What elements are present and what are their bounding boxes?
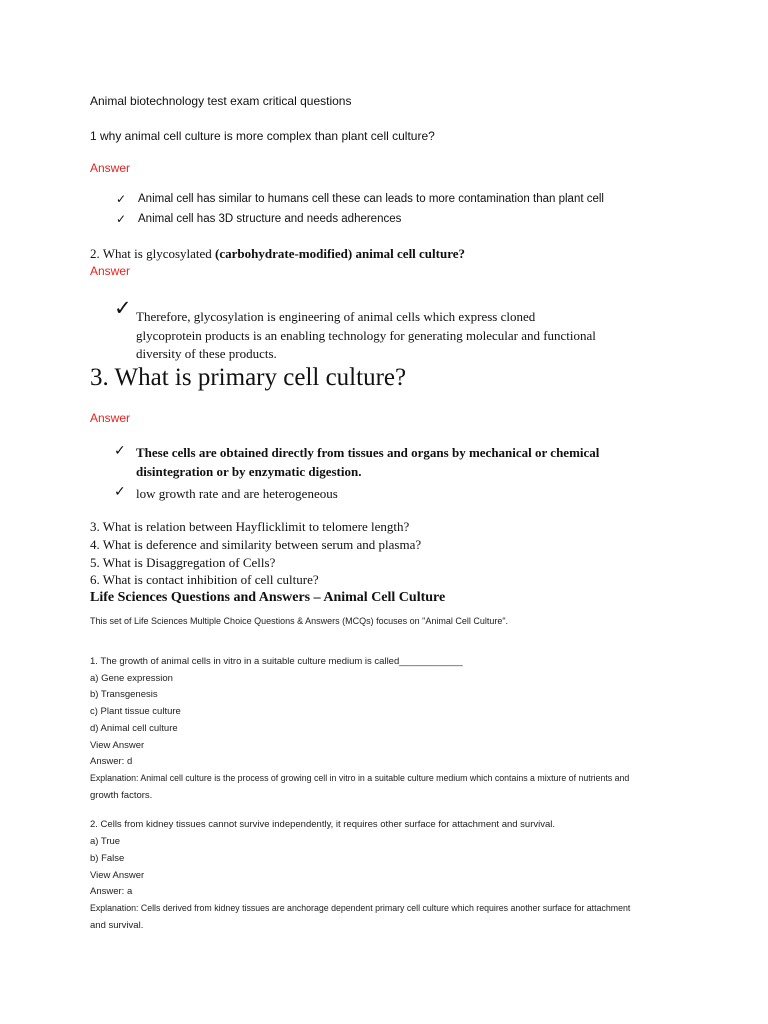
mcq-2-question: 2. Cells from kidney tissues cannot survive independently, it requires other surface for attachment and survival. bbox=[90, 819, 556, 830]
check-icon: ✓ bbox=[116, 212, 127, 226]
question-3-heading: 3. What is primary cell culture? bbox=[90, 364, 407, 391]
mcq-1-question: 1. The growth of animal cells in vitro in a suitable culture medium is called____________ bbox=[90, 656, 463, 667]
mcq-1-option-d: d) Animal cell culture bbox=[90, 723, 178, 734]
q2-bullet-line-1: Therefore, glycosylation is engineering of animal cells which express cloned bbox=[136, 309, 536, 324]
mcq-2-explanation-line-2: and survival. bbox=[90, 920, 144, 931]
check-icon: ✓ bbox=[114, 484, 126, 500]
q3-bullet-1-line-1: These cells are obtained directly from tissues and organs by mechanical or chemical bbox=[136, 445, 600, 460]
mcq-2-explanation-line-1: Explanation: Cells derived from kidney tissues are anchorage dependent primary cell culture which requires another surface for attachment bbox=[90, 903, 631, 913]
mcq-intro: This set of Life Sciences Multiple Choice Questions & Answers (MCQs) focuses on "Animal Cell Culture". bbox=[90, 616, 509, 626]
check-icon: ✓ bbox=[114, 443, 126, 459]
answer-label-2: Answer bbox=[90, 264, 131, 278]
check-icon: ✓ bbox=[116, 192, 127, 206]
mcq-2-view-answer[interactable]: View Answer bbox=[90, 870, 145, 881]
question-2 bbox=[90, 246, 465, 262]
question-2-prefix: 2. What is glycosylated bbox=[90, 246, 216, 261]
mcq-section-heading: Life Sciences Questions and Answers – Animal Cell Culture bbox=[90, 590, 446, 605]
mcq-1-option-c: c) Plant tissue culture bbox=[90, 706, 181, 717]
more-question-4: 6. What is contact inhibition of cell culture? bbox=[90, 572, 319, 587]
q3-bullet-2: low growth rate and are heterogeneous bbox=[136, 486, 338, 501]
check-icon: ✓ bbox=[114, 296, 132, 320]
more-question-2: 4. What is deference and similarity between serum and plasma? bbox=[90, 537, 422, 552]
mcq-1-explanation-line-1: Explanation: Animal cell culture is the process of growing cell in vitro in a suitable culture medium which contains a mixture of nutrients and bbox=[90, 773, 630, 783]
mcq-2-option-b: b) False bbox=[90, 853, 125, 864]
answer-label-1: Answer bbox=[90, 161, 131, 175]
mcq-2-answer: Answer: a bbox=[90, 886, 133, 897]
q1-bullet-2: Animal cell has 3D structure and needs adherences bbox=[138, 213, 402, 225]
more-question-1: 3. What is relation between Hayflicklimit to telomere length? bbox=[90, 519, 410, 534]
question-1: 1 why animal cell culture is more complex than plant cell culture? bbox=[90, 129, 435, 143]
question-2-bold: (carbohydrate-modified) animal cell culture? bbox=[215, 246, 466, 261]
q3-bullet-1-line-2: disintegration or by enzymatic digestion. bbox=[136, 464, 362, 479]
q2-bullet-line-3: diversity of these products. bbox=[136, 346, 277, 361]
answer-label-3: Answer bbox=[90, 411, 131, 425]
mcq-1-option-b: b) Transgenesis bbox=[90, 689, 158, 700]
mcq-1-answer: Answer: d bbox=[90, 756, 133, 767]
q2-bullet-line-2: glycoprotein products is an enabling technology for generating molecular and functional bbox=[136, 328, 596, 343]
mcq-1-explanation-line-2: growth factors. bbox=[90, 790, 153, 801]
mcq-1-view-answer[interactable]: View Answer bbox=[90, 740, 145, 751]
mcq-2-option-a: a) True bbox=[90, 836, 121, 847]
mcq-1-option-a: a) Gene expression bbox=[90, 673, 173, 684]
q1-bullet-1: Animal cell has similar to humans cell these can leads to more contamination than plant cell bbox=[138, 193, 604, 205]
document-title: Animal biotechnology test exam critical questions bbox=[90, 94, 352, 108]
more-question-3: 5. What is Disaggregation of Cells? bbox=[90, 555, 276, 570]
